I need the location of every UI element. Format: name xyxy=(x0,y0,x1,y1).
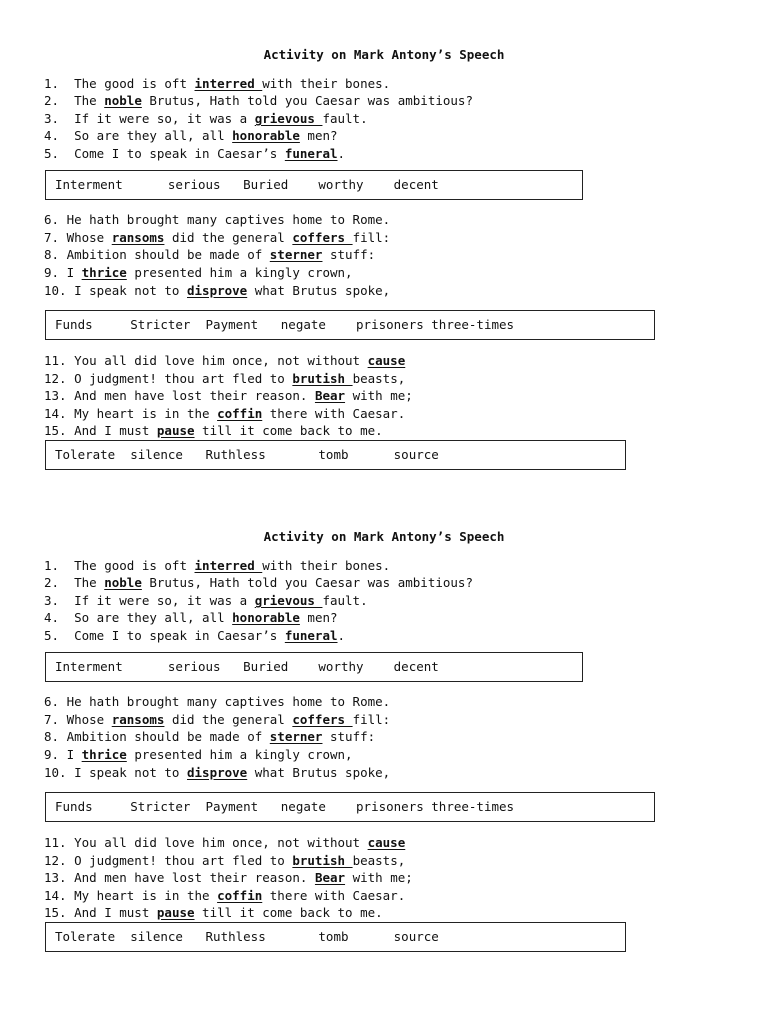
sentence-10 xyxy=(44,283,390,299)
vocab-word: funeral xyxy=(284,628,338,643)
sentence-text: 4. So are they all, all xyxy=(44,128,233,143)
vocab-word: cause xyxy=(367,835,406,850)
vocab-word: pause xyxy=(156,423,195,438)
sentence-text: 10. I speak not to xyxy=(44,765,187,780)
sentence-text: 5. Come I to speak in Caesar’s xyxy=(44,628,285,643)
sentence-text: 13. And men have lost their reason. xyxy=(44,388,315,403)
vocab-word: grievous xyxy=(254,111,323,126)
sentence-text: with their bones. xyxy=(262,76,391,91)
sentence-text: stuff: xyxy=(322,247,376,262)
sentence-text: 2. The xyxy=(44,93,105,108)
sentence-text: with their bones. xyxy=(262,558,391,573)
vocab-word: interred xyxy=(194,558,263,573)
sentence-6 xyxy=(44,212,390,228)
word-bank-3: Tolerate silence Ruthless tomb source xyxy=(45,922,626,952)
worksheet-1 xyxy=(0,0,768,482)
sentence-text: there with Caesar. xyxy=(262,888,406,903)
sentence-1 xyxy=(44,76,390,92)
sentence-text: 12. O judgment! thou art fled to xyxy=(44,853,293,868)
vocab-word: ransoms xyxy=(111,712,165,727)
sentence-6 xyxy=(44,694,390,710)
vocab-word: thrice xyxy=(81,265,127,280)
sentence-11 xyxy=(44,353,405,369)
sentence-2 xyxy=(44,93,473,109)
sentence-text: stuff: xyxy=(322,729,376,744)
sentence-text: what Brutus spoke, xyxy=(247,765,391,780)
sentence-text: . xyxy=(337,146,346,161)
vocab-word: coffin xyxy=(217,888,263,903)
vocab-word: interred xyxy=(194,76,263,91)
vocab-word: coffers xyxy=(292,230,353,245)
sentence-text: presented him a kingly crown, xyxy=(126,265,353,280)
vocab-word: sterner xyxy=(269,247,323,262)
sentence-text: fault. xyxy=(322,593,368,608)
sentence-text: till it come back to me. xyxy=(194,905,383,920)
sentence-text: 11. You all did love him once, not without xyxy=(44,835,368,850)
worksheet-title: Activity on Mark Antony’s Speech xyxy=(263,47,505,62)
sentence-8 xyxy=(44,729,375,745)
sentence-4 xyxy=(44,610,338,626)
sentence-5 xyxy=(44,628,345,644)
vocab-word: pause xyxy=(156,905,195,920)
sentence-text: 4. So are they all, all xyxy=(44,610,233,625)
sentence-12 xyxy=(44,853,405,869)
sentence-text: 11. You all did love him once, not without xyxy=(44,353,368,368)
sentence-13 xyxy=(44,388,413,404)
sentence-4 xyxy=(44,128,338,144)
sentence-text: 3. If it were so, it was a xyxy=(44,593,255,608)
sentence-text: did the general xyxy=(164,712,293,727)
vocab-word: thrice xyxy=(81,747,127,762)
sentence-text: 7. Whose xyxy=(44,230,112,245)
sentence-2 xyxy=(44,575,473,591)
sentence-10 xyxy=(44,765,390,781)
sentence-11 xyxy=(44,835,405,851)
sentence-12 xyxy=(44,371,405,387)
sentence-text: 15. And I must xyxy=(44,423,157,438)
vocab-word: funeral xyxy=(284,146,338,161)
sentence-text: 6. He hath brought many captives home to Rome. xyxy=(44,694,391,709)
sentence-text: fill: xyxy=(352,712,391,727)
vocab-word: disprove xyxy=(187,765,248,780)
sentence-text: 14. My heart is in the xyxy=(44,888,218,903)
sentence-text: 9. I xyxy=(44,747,82,762)
sentence-3 xyxy=(44,593,368,609)
vocab-word: ransoms xyxy=(111,230,165,245)
sentence-text: presented him a kingly crown, xyxy=(126,747,353,762)
worksheet-title: Activity on Mark Antony’s Speech xyxy=(263,529,505,544)
sentence-text: fill: xyxy=(352,230,391,245)
sentence-14 xyxy=(44,406,405,422)
vocab-word: brutish xyxy=(292,371,353,386)
sentence-text: what Brutus spoke, xyxy=(247,283,391,298)
sentence-text: fault. xyxy=(322,111,368,126)
vocab-word: sterner xyxy=(269,729,323,744)
vocab-word: noble xyxy=(104,93,142,108)
vocab-word: honorable xyxy=(232,610,300,625)
sentence-7 xyxy=(44,230,390,246)
vocab-word: cause xyxy=(367,353,406,368)
sentence-13 xyxy=(44,870,413,886)
sentence-text: Brutus, Hath told you Caesar was ambitious? xyxy=(141,575,473,590)
word-bank-2: Funds Stricter Payment negate prisoners three-times xyxy=(45,310,655,340)
sentence-7 xyxy=(44,712,390,728)
sentence-text: 7. Whose xyxy=(44,712,112,727)
sentence-text: 10. I speak not to xyxy=(44,283,187,298)
vocab-word: brutish xyxy=(292,853,353,868)
sentence-text: 3. If it were so, it was a xyxy=(44,111,255,126)
sentence-text: 1. The good is oft xyxy=(44,558,195,573)
word-bank-2: Funds Stricter Payment negate prisoners three-times xyxy=(45,792,655,822)
sentence-text: beasts, xyxy=(352,371,406,386)
worksheet-2 xyxy=(0,482,768,964)
sentence-15 xyxy=(44,905,383,921)
sentence-text: till it come back to me. xyxy=(194,423,383,438)
vocab-word: honorable xyxy=(232,128,300,143)
vocab-word: noble xyxy=(104,575,142,590)
vocab-word: Bear xyxy=(314,388,346,403)
sentence-8 xyxy=(44,247,375,263)
sentence-text: 8. Ambition should be made of xyxy=(44,729,270,744)
sentence-text: 14. My heart is in the xyxy=(44,406,218,421)
word-bank-1: Interment serious Buried worthy decent xyxy=(45,170,583,200)
sentence-text: there with Caesar. xyxy=(262,406,406,421)
vocab-word: grievous xyxy=(254,593,323,608)
sentence-text: 5. Come I to speak in Caesar’s xyxy=(44,146,285,161)
sentence-text: beasts, xyxy=(352,853,406,868)
sentence-15 xyxy=(44,423,383,439)
word-bank-3: Tolerate silence Ruthless tomb source xyxy=(45,440,626,470)
sentence-text: did the general xyxy=(164,230,293,245)
sentence-9 xyxy=(44,747,353,763)
vocab-word: Bear xyxy=(314,870,346,885)
sentence-text: 2. The xyxy=(44,575,105,590)
word-bank-1: Interment serious Buried worthy decent xyxy=(45,652,583,682)
sentence-text: 13. And men have lost their reason. xyxy=(44,870,315,885)
vocab-word: coffers xyxy=(292,712,353,727)
sentence-text: men? xyxy=(299,128,338,143)
vocab-word: disprove xyxy=(187,283,248,298)
sentence-text: Brutus, Hath told you Caesar was ambitious? xyxy=(141,93,473,108)
sentence-9 xyxy=(44,265,353,281)
vocab-word: coffin xyxy=(217,406,263,421)
sentence-text: 12. O judgment! thou art fled to xyxy=(44,371,293,386)
sentence-text: . xyxy=(337,628,346,643)
sentence-1 xyxy=(44,558,390,574)
sentence-text: 9. I xyxy=(44,265,82,280)
sentence-14 xyxy=(44,888,405,904)
sentence-5 xyxy=(44,146,345,162)
sentence-3 xyxy=(44,111,368,127)
sentence-text: 6. He hath brought many captives home to Rome. xyxy=(44,212,391,227)
sentence-text: with me; xyxy=(345,388,413,403)
sentence-text: 15. And I must xyxy=(44,905,157,920)
sentence-text: with me; xyxy=(345,870,413,885)
sentence-text: 1. The good is oft xyxy=(44,76,195,91)
sentence-text: men? xyxy=(299,610,338,625)
sentence-text: 8. Ambition should be made of xyxy=(44,247,270,262)
